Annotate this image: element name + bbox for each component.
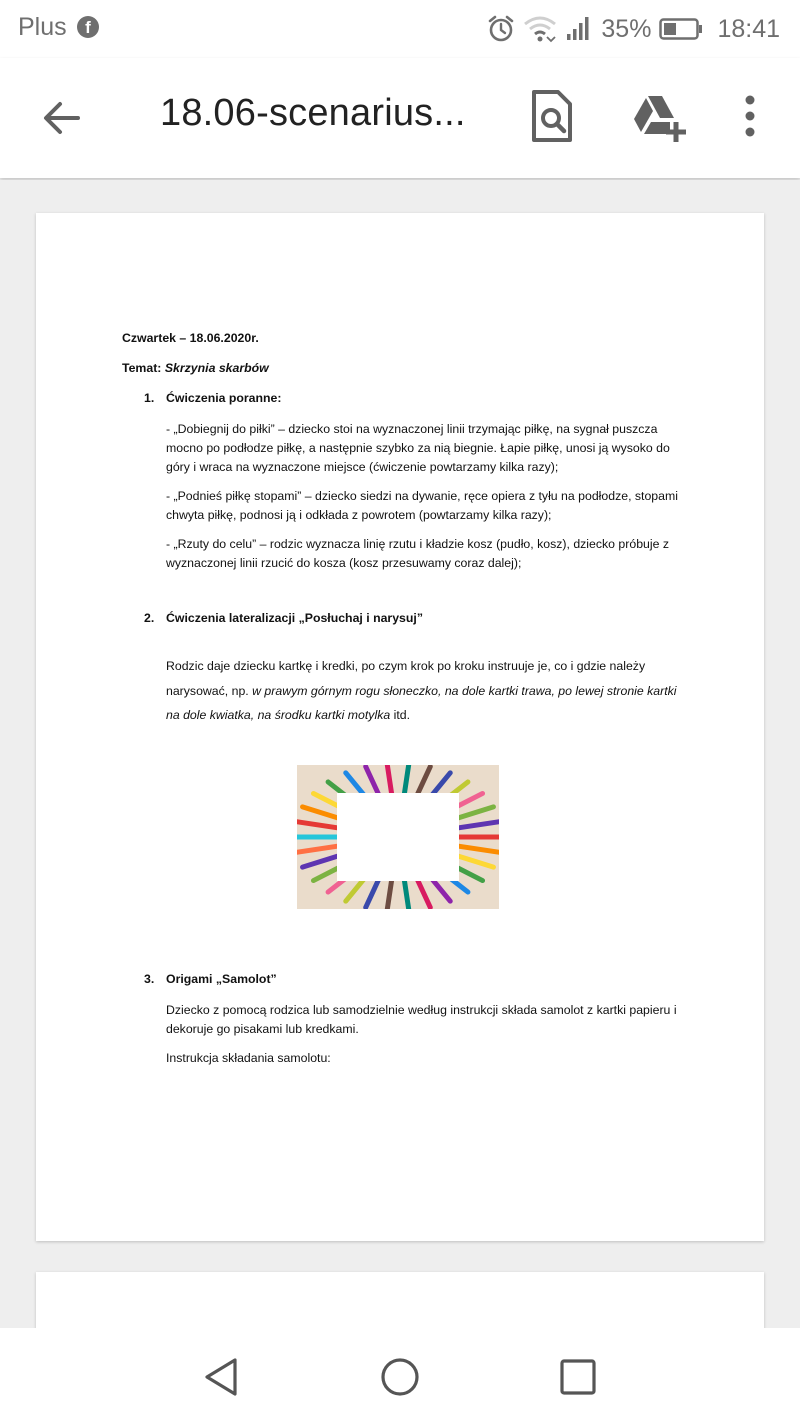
wifi-icon [523,15,557,43]
more-options-button[interactable] [730,88,770,144]
topic-line [122,359,682,378]
add-to-drive-icon [630,88,690,144]
section-title: Ćwiczenia lateralizacji „Posłuchaj i narysuj” [166,611,423,625]
topic-label: Temat: [122,361,165,375]
add-to-drive-button[interactable] [630,88,690,144]
exercise-paragraph: - „Dobiegnij do piłki” – dziecko stoi na wyznaczonej linii trzymając piłkę, na sygnał puszcza mocno po podłodze piłkę, a następnie szybko za nią biegnie. Łapie piłkę, unosi ją wysoko do góry i wraca na wyznaczone miejsce (ćwiczenie powtarzamy kilka razy); [166,422,670,474]
nav-recents-button[interactable] [553,1352,603,1402]
section-paragraph: Dziecko z pomocą rodzica lub samodzielnie według instrukcji składa samolot z kartki papieru i dekoruje go pisakami lub kredkami. [166,1002,677,1036]
section-number: 3. [144,971,155,986]
document-page-1 [36,213,764,1241]
section-1 [122,389,682,573]
carrier-name: Plus [18,13,67,41]
section-number: 2. [144,611,155,625]
back-button[interactable] [38,96,86,140]
app-bar [0,58,800,178]
date-line: Czwartek – 18.06.2020r. [122,331,259,345]
facebook-icon: f [77,16,99,38]
section-paragraph: Instrukcja składania samolotu: [166,1050,331,1065]
section-paragraph [166,654,682,728]
back-triangle-icon [197,1352,247,1402]
section-2 [122,609,682,728]
document-page-2 [36,1272,764,1328]
navigation-bar [0,1328,800,1422]
colored-pencils-image [297,765,499,909]
more-vert-icon [730,88,770,144]
clock: 18:41 [717,14,780,43]
document-viewer[interactable] [0,180,800,1328]
topic-value: Skrzynia skarbów [164,361,269,375]
document-content [122,329,682,1068]
paragraph-text: Rodzic daje dziecku kartkę i kredki, po czym krok po kroku instruuje je, co i gdzie należy narysować, np. [166,659,646,698]
recents-square-icon [553,1352,603,1402]
battery-percent: 35% [601,14,652,43]
document-title: 18.06-scenarius... [160,92,466,134]
section-number: 1. [144,391,155,405]
battery-icon [659,17,703,41]
exercise-paragraph: - „Rzuty do celu” – rodzic wyznacza linię rzutu i kładzie kosz (pudło, kosz), dziecko próbuje z wyznaczonej linii rzucić do kosza (kosz przesuwamy coraz dalej); [166,537,670,570]
find-in-document-icon [526,88,578,144]
nav-home-button[interactable] [375,1352,425,1402]
back-arrow-icon [38,96,86,140]
exercise-paragraph: - „Podnieś piłkę stopami” – dziecko siedzi na dywanie, ręce opiera z tyłu na podłodze, stopami chwyta piłkę, podnosi ją i odkłada z powrotem (powtarzamy kilka razy); [166,489,678,522]
signal-icon [565,16,593,42]
paragraph-text-end: itd. [390,708,411,722]
status-bar [0,0,800,58]
home-circle-icon [375,1352,425,1402]
section-3 [122,970,682,1068]
section-title: Ćwiczenia poranne: [166,391,282,405]
status-indicators [487,12,780,46]
nav-back-button[interactable] [197,1352,247,1402]
section-title: Origami „Samolot” [166,971,277,986]
find-in-document-button[interactable] [526,88,578,144]
paragraph-italic-text: w prawym górnym rogu słoneczko, na dole kartki trawa, po lewej stronie kartki na dole kwiatka, na środku kartki motylka [166,683,677,722]
alarm-icon [487,15,515,43]
